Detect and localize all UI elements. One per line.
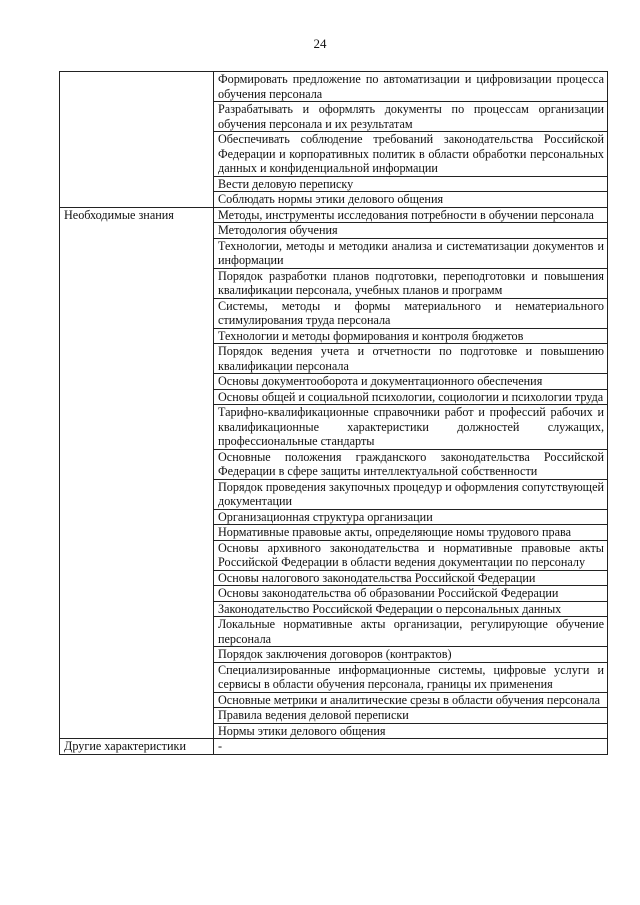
section-item: - (214, 739, 608, 755)
table-body (60, 72, 608, 755)
section-item: Основы документооборота и документационного обеспечения (214, 374, 608, 390)
section-item: Технологии и методы формирования и контроля бюджетов (214, 328, 608, 344)
section-item: Специализированные информационные системы, цифровые услуги и сервисы в области обучения персонала, границы их применения (214, 662, 608, 692)
section-item: Формировать предложение по автоматизации и цифровизации процесса обучения персонала (214, 72, 608, 102)
section-label: Другие характеристики (60, 739, 214, 755)
section-item: Основные метрики и аналитические срезы в области обучения персонала (214, 692, 608, 708)
section-label (60, 72, 214, 208)
section-item: Основные положения гражданского законодательства Российской Федерации в сфере защиты интеллектуальной собственности (214, 449, 608, 479)
section-item: Законодательство Российской Федерации о персональных данных (214, 601, 608, 617)
section-label: Необходимые знания (60, 207, 214, 739)
section-item: Методы, инструменты исследования потребности в обучении персонала (214, 207, 608, 223)
table-row (60, 72, 608, 102)
section-item: Порядок проведения закупочных процедур и оформления сопутствующей документации (214, 479, 608, 509)
section-item: Технологии, методы и методики анализа и систематизации документов и информации (214, 238, 608, 268)
section-item: Порядок ведения учета и отчетности по подготовке и повышению квалификации персонала (214, 344, 608, 374)
table-row (60, 739, 608, 755)
section-item: Организационная структура организации (214, 509, 608, 525)
section-item: Локальные нормативные акты организации, регулирующие обучение персонала (214, 617, 608, 647)
section-item: Порядок заключения договоров (контрактов) (214, 647, 608, 663)
qualification-table (59, 71, 608, 755)
section-item: Основы общей и социальной психологии, социологии и психологии труда (214, 389, 608, 405)
section-item: Соблюдать нормы этики делового общения (214, 192, 608, 208)
section-item: Вести деловую переписку (214, 176, 608, 192)
section-item: Основы архивного законодательства и нормативные правовые акты Российской Федерации в области ведения документации по персоналу (214, 540, 608, 570)
section-item: Правила ведения деловой переписки (214, 708, 608, 724)
section-item: Порядок разработки планов подготовки, переподготовки и повышения квалификации персонала, учебных планов и программ (214, 268, 608, 298)
section-item: Тарифно-квалификационные справочники работ и профессий рабочих и квалификационные характеристики должностей служащих, профессиональные стандарты (214, 405, 608, 450)
section-item: Основы законодательства об образовании Российской Федерации (214, 586, 608, 602)
table-row (60, 207, 608, 223)
section-item: Системы, методы и формы материального и нематериального стимулирования труда персонала (214, 298, 608, 328)
section-item: Основы налогового законодательства Российской Федерации (214, 570, 608, 586)
page-number: 24 (313, 36, 327, 51)
section-item: Нормы этики делового общения (214, 723, 608, 739)
section-item: Разрабатывать и оформлять документы по процессам организации обучения персонала и их результатам (214, 102, 608, 132)
section-item: Методология обучения (214, 223, 608, 239)
section-item: Обеспечивать соблюдение требований законодательства Российской Федерации и корпоративных политик в области обработки персональных данных и конфиденциальной информации (214, 132, 608, 177)
section-item: Нормативные правовые акты, определяющие номы трудового права (214, 525, 608, 541)
